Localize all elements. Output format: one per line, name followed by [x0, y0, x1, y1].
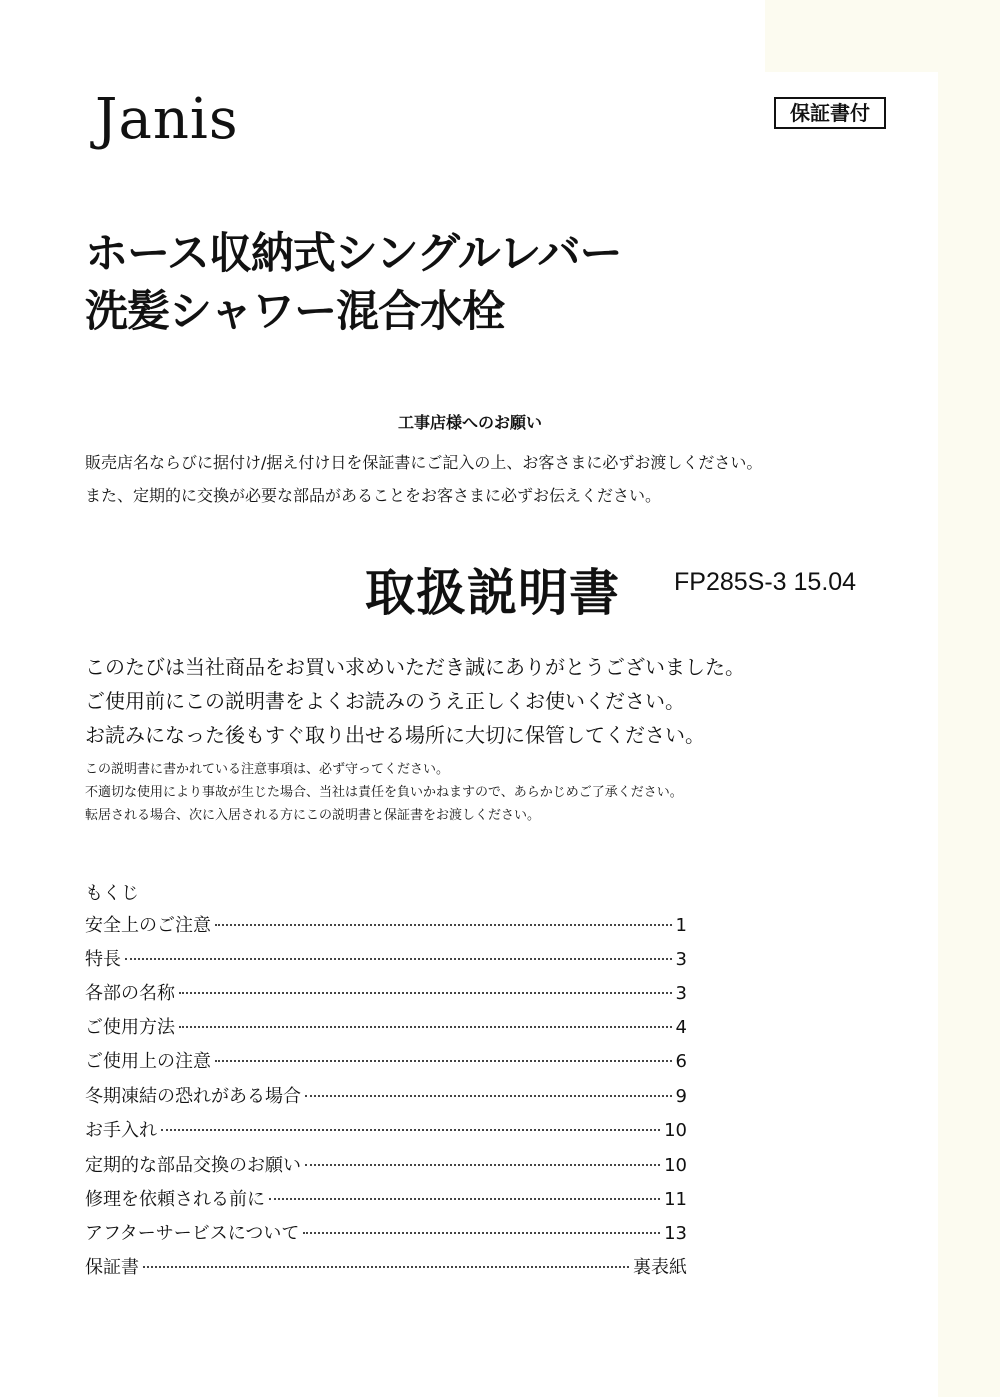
toc-leader: [125, 958, 672, 960]
toc-leader: [215, 1060, 672, 1062]
toc-entry: [85, 1185, 687, 1213]
caution-note: この説明書に書かれている注意事項は、必ず守ってください。: [85, 762, 450, 777]
toc-leader: [305, 1164, 660, 1166]
toc-entry: [85, 1151, 687, 1179]
toc-entry-page: 11: [664, 1189, 687, 1210]
toc-entry-page: 4: [675, 1017, 687, 1038]
toc-entry: [85, 1013, 687, 1041]
toc-entry-label: 冬期凍結の恐れがある場合: [85, 1086, 301, 1107]
toc-entry-label: ご使用方法: [85, 1017, 175, 1038]
toc-entry: [85, 1219, 687, 1247]
brand-logo: Janis: [95, 87, 239, 152]
toc-entry: [85, 1082, 687, 1110]
product-title-line-1: ホース収納式シングルレバー: [85, 229, 622, 279]
toc-entry: [85, 1116, 687, 1144]
toc-entry-page: 10: [664, 1155, 687, 1176]
toc-entry-page: 10: [664, 1120, 687, 1141]
toc-entry: [85, 945, 687, 973]
installer-notice-heading: 工事店様へのお願い: [398, 413, 543, 432]
toc-leader: [303, 1232, 660, 1234]
toc-entry-page: 1: [675, 915, 687, 936]
toc-entry: [85, 1047, 687, 1075]
product-title-line-2: 洗髪シャワー混合水栓: [85, 287, 505, 337]
toc-entry-label: お手入れ: [85, 1120, 157, 1141]
toc-entry: [85, 979, 687, 1007]
toc-entry-page: 6: [675, 1051, 687, 1072]
toc-entry-label: 特長: [85, 949, 121, 970]
toc-entry-page: 3: [675, 949, 687, 970]
toc-leader: [143, 1266, 629, 1268]
toc-entry-label: ご使用上の注意: [85, 1051, 211, 1072]
installer-notice-line: また、定期的に交換が必要な部品があることをお客さまに必ずお伝えください。: [85, 486, 662, 505]
toc-leader: [179, 992, 672, 994]
product-title: [85, 225, 622, 341]
toc-entry-label: 保証書: [85, 1257, 139, 1278]
toc-leader: [179, 1026, 672, 1028]
toc-heading: もくじ: [85, 883, 139, 904]
installer-notice-line: 販売店名ならびに据付け/据え付け日を保証書にご記入の上、お客さまに必ずお渡しください。: [85, 453, 763, 472]
document-code: FP285S-3 15.04: [674, 568, 857, 596]
toc-entry-label: アフターサービスについて: [85, 1223, 300, 1244]
toc-entry: [85, 1253, 687, 1281]
toc-entry-label: 各部の名称: [85, 983, 175, 1004]
toc-entry: [85, 911, 687, 939]
greeting-line: このたびは当社商品をお買い求めいただき誠にありがとうございました。: [85, 655, 745, 679]
toc-entry-label: 定期的な部品交換のお願い: [85, 1155, 301, 1176]
manual-title: 取扱説明書: [365, 564, 620, 622]
toc-entry-page: 9: [675, 1086, 687, 1107]
toc-leader: [305, 1095, 672, 1097]
toc-entry-label: 修理を依頼される前に: [85, 1189, 265, 1210]
toc-entry-page: 13: [664, 1223, 687, 1244]
caution-note: 転居される場合、次に入居される方にこの説明書と保証書をお渡しください。: [85, 808, 541, 823]
toc-entry-page: 3: [675, 983, 687, 1004]
toc-leader: [215, 924, 672, 926]
caution-note: 不適切な使用により事故が生じた場合、当社は責任を負いかねますので、あらかじめご了承ください。: [85, 785, 683, 800]
greeting-line: お読みになった後もすぐ取り出せる場所に大切に保管してください。: [85, 723, 705, 747]
paper-tint-edge: [938, 0, 1000, 1397]
toc-leader: [161, 1129, 660, 1131]
greeting-line: ご使用前にこの説明書をよくお読みのうえ正しくお使いください。: [85, 689, 685, 713]
toc-entry-label: 安全上のご注意: [85, 915, 211, 936]
warranty-badge: 保証書付: [774, 97, 886, 129]
toc-leader: [269, 1198, 660, 1200]
toc-entry-page: 裏表紙: [633, 1257, 687, 1278]
